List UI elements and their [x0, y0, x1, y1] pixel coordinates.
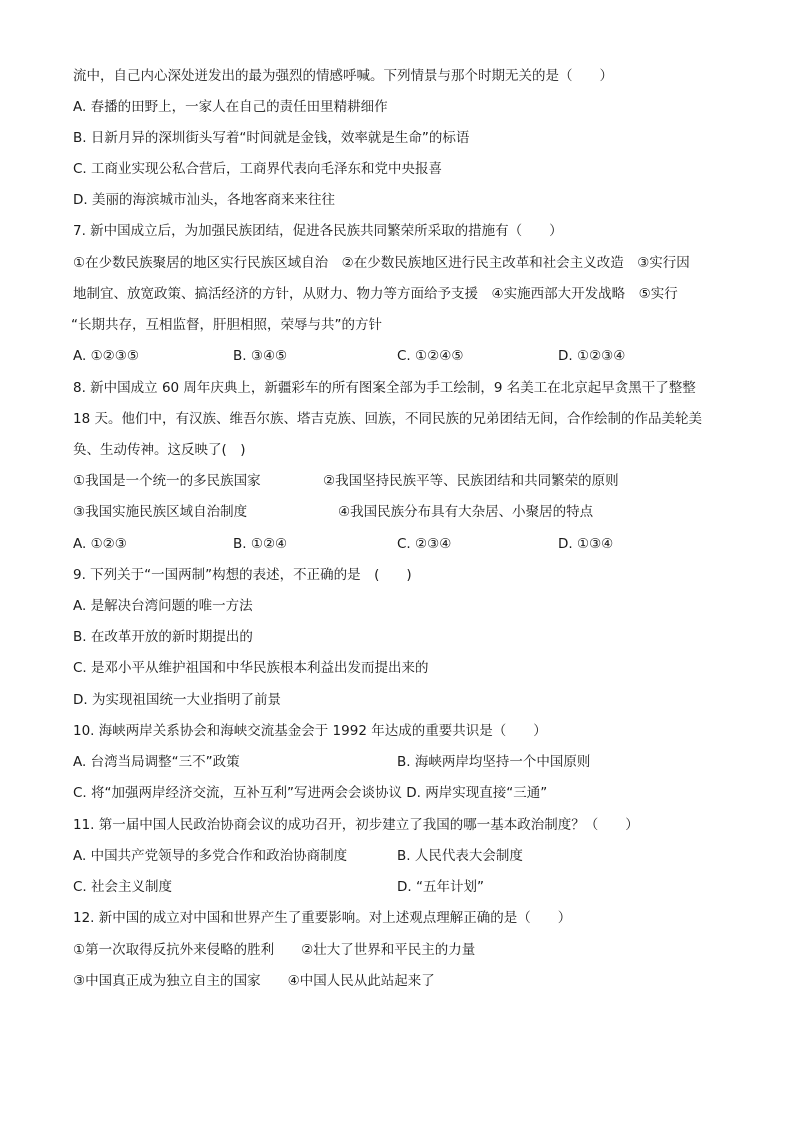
q11-option-a: A. 中国共产党领导的多党合作和政治协商制度 [73, 848, 348, 864]
q7-option-b: B. ③④⑤ [233, 348, 288, 364]
q8-stem-line2: 18 天。他们中，有汉族、维吾尔族、塔吉克族、回族，不同民族的兄弟团结无间，合作绘制的作品美轮美 [73, 411, 702, 427]
q8-option-a: A. ①②③ [73, 536, 127, 552]
q8-option-d: D. ①③④ [558, 536, 614, 552]
q6-stem-continuation: 流中，自己内心深处迸发出的最为强烈的情感呼喊。下列情景与那个时期无关的是（ ） [73, 68, 613, 84]
q8-statement-2: ②我国坚持民族平等、民族团结和共同繁荣的原则 [323, 473, 619, 489]
q7-statements-line3: “长期共存，互相监督，肝胆相照，荣辱与共”的方针 [71, 317, 382, 333]
q10-option-a: A. 台湾当局调整“三不”政策 [73, 754, 240, 770]
q7-stem: 7. 新中国成立后，为加强民族团结，促进各民族共同繁荣所采取的措施有（ ） [73, 223, 563, 239]
q9-option-a: A. 是解决台湾问题的唯一方法 [73, 598, 253, 614]
q7-option-c: C. ①②④⑤ [397, 348, 464, 364]
q10-options-cd: C. 将“加强两岸经济交流，互补互利”写进两会会谈协议 D. 两岸实现直接“三通” [73, 785, 548, 801]
q9-option-b: B. 在改革开放的新时期提出的 [73, 629, 253, 645]
q12-stem: 12. 新中国的成立对中国和世界产生了重要影响。对上述观点理解正确的是（ ） [73, 910, 572, 926]
q9-option-c: C. 是邓小平从维护祖国和中华民族根本利益出发而提出来的 [73, 660, 429, 676]
q7-statements-line1: ①在少数民族聚居的地区实行民族区域自治 ②在少数民族地区进行民主改革和社会主义改造 ③实行因 [73, 255, 690, 271]
q8-stem-line1: 8. 新中国成立 60 周年庆典上，新疆彩车的所有图案全部为手工绘制，9 名美工在北京起早贪黑干了整整 [73, 380, 696, 396]
q8-statement-3: ③我国实施民族区域自治制度 [73, 504, 248, 520]
q11-stem: 11. 第一届中国人民政治协商会议的成功召开，初步建立了我国的哪一基本政治制度？（ ） [73, 817, 639, 833]
q9-option-d: D. 为实现祖国统一大业指明了前景 [73, 692, 281, 708]
q9-stem: 9. 下列关于“一国两制”构想的表述，不正确的是 ( ) [73, 567, 412, 583]
q6-option-a: A. 春播的田野上，一家人在自己的责任田里精耕细作 [73, 99, 388, 115]
q7-option-d: D. ①②③④ [558, 348, 626, 364]
q8-option-b: B. ①②④ [233, 536, 288, 552]
q11-option-c: C. 社会主义制度 [73, 879, 173, 895]
q8-option-c: C. ②③④ [397, 536, 452, 552]
q7-option-a: A. ①②③⑤ [73, 348, 139, 364]
q6-option-b: B. 日新月异的深圳街头写着“时间就是金钱，效率就是生命”的标语 [73, 130, 470, 146]
q8-statement-1: ①我国是一个统一的多民族国家 [73, 473, 261, 489]
q8-stem-line3: 奂、生动传神。这反映了( ) [73, 442, 246, 458]
q10-option-b: B. 海峡两岸均坚持一个中国原则 [397, 754, 591, 770]
q12-statements-line1: ①第一次取得反抗外来侵略的胜利 ②壮大了世界和平民主的力量 [73, 942, 476, 958]
q10-stem: 10. 海峡两岸关系协会和海峡交流基金会于 1992 年达成的重要共识是（ ） [73, 723, 547, 739]
q6-option-d: D. 美丽的海滨城市汕头，各地客商来来往往 [73, 192, 335, 208]
q7-statements-line2: 地制宜、放宽政策、搞活经济的方针，从财力、物力等方面给予支援 ④实施西部大开发战略 ⑤实行 [73, 286, 678, 302]
q11-option-d: D. “五年计划” [397, 879, 484, 895]
q12-statements-line2: ③中国真正成为独立自主的国家 ④中国人民从此站起来了 [73, 973, 435, 989]
q8-statement-4: ④我国民族分布具有大杂居、小聚居的特点 [338, 504, 594, 520]
q11-option-b: B. 人民代表大会制度 [397, 848, 523, 864]
q6-option-c: C. 工商业实现公私合营后，工商界代表向毛泽东和党中央报喜 [73, 161, 443, 177]
